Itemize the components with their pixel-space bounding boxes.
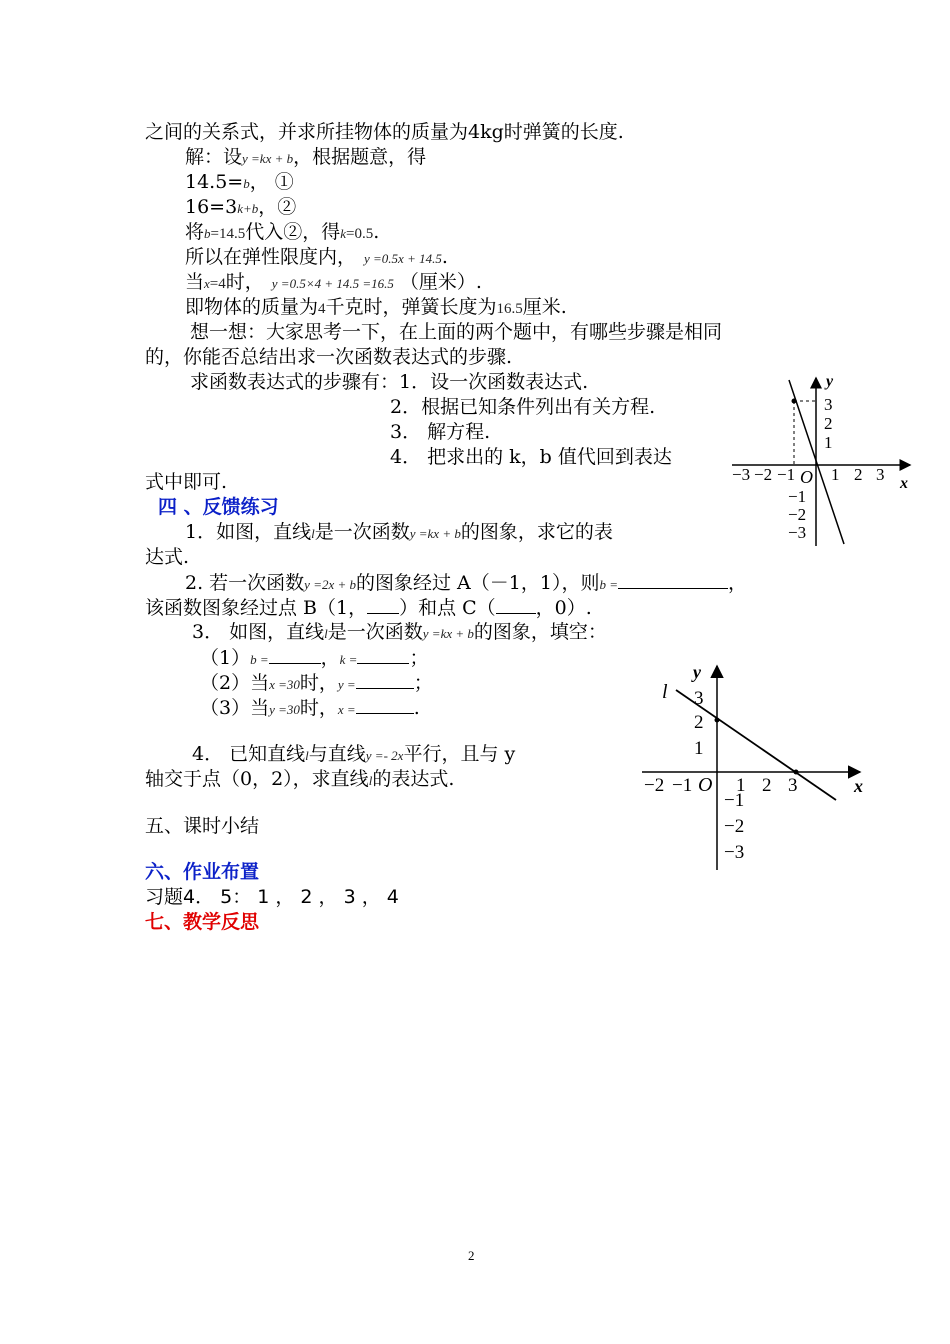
text: . — [373, 221, 380, 243]
math: l — [324, 626, 328, 641]
math: y = — [337, 677, 356, 692]
text: 是一次函数 — [314, 521, 410, 543]
question-1 — [185, 520, 613, 546]
y-tick-label: −3 — [724, 842, 745, 863]
math: k+b — [237, 201, 259, 216]
text-line — [145, 767, 454, 793]
text: ，0）. — [535, 597, 592, 619]
math: b = — [599, 577, 618, 592]
math: y =0.5x + 14.5 — [364, 251, 442, 266]
graph-2 — [638, 660, 878, 875]
section-heading: 六、作业布置 — [145, 861, 260, 883]
text-line: 达式. — [145, 546, 190, 568]
point — [715, 718, 720, 723]
section-heading: 四 、反馈练习 — [158, 496, 279, 518]
text: 16=3 — [185, 196, 238, 218]
answer-blank[interactable] — [356, 695, 414, 714]
text: 千克时，弹簧长度为 — [325, 296, 497, 318]
y-axis-label: y — [693, 662, 701, 682]
text-line: 的，你能否总结出求一次函数表达式的步骤. — [145, 346, 513, 368]
text: 时， — [299, 672, 338, 694]
origin-label: O — [800, 467, 813, 487]
question-3-part-1 — [200, 645, 428, 672]
answer-blank[interactable] — [496, 595, 536, 614]
text: 平行，且与 y — [403, 743, 516, 765]
text: ， — [728, 572, 748, 594]
math: l — [305, 748, 309, 763]
math: x — [204, 276, 210, 291]
answer-blank[interactable] — [357, 645, 409, 664]
math: y =0.5×4 + 14.5 =16.5 — [271, 276, 394, 291]
text: 即物体的质量为 — [185, 296, 319, 318]
text: ， ① — [249, 171, 294, 193]
y-tick-label: 3 — [694, 688, 704, 709]
math: y =kx + b — [242, 151, 294, 166]
y-tick-label: −2 — [724, 816, 745, 837]
x-tick-label: −3 — [732, 465, 751, 484]
text-line — [185, 145, 426, 171]
text: ，根据题意，得 — [293, 146, 427, 168]
text: . — [413, 697, 420, 719]
x-tick-label: −1 — [672, 775, 693, 796]
graph-1 — [728, 372, 918, 550]
text-line: 3． 解方程. — [390, 421, 491, 443]
y-tick-label: 1 — [694, 738, 704, 759]
y-tick-label: −1 — [788, 487, 807, 506]
x-tick-label: 3 — [788, 775, 798, 796]
math: y =kx + b — [409, 526, 461, 541]
x-tick-label: 2 — [854, 465, 863, 484]
text-line — [145, 595, 592, 620]
y-tick-label: −2 — [788, 505, 807, 524]
text-line — [185, 295, 567, 321]
point — [794, 770, 799, 775]
text: 时， — [299, 697, 338, 719]
text: （1） — [200, 647, 251, 669]
text: （厘米）. — [399, 271, 482, 293]
y-axis-label: y — [826, 373, 834, 390]
math: k — [340, 226, 347, 241]
text: ， — [320, 647, 340, 669]
text: 当 — [185, 271, 205, 293]
text: （2）当 — [200, 672, 270, 694]
text: 是一次函数 — [327, 621, 423, 643]
text: 将 — [185, 221, 205, 243]
text: 的图象经过 A（－1，1），则 — [356, 572, 600, 594]
text-line — [185, 245, 448, 271]
math: y =- 2x — [365, 748, 404, 763]
x-tick-label: −2 — [754, 465, 773, 484]
question-3 — [192, 620, 607, 646]
text-line — [185, 170, 294, 196]
text: 的表达式. — [372, 768, 455, 790]
line-label: l — [662, 681, 668, 703]
homework-line: 习题4． 5： 1 ， 2 ， 3 ， 4 — [145, 886, 399, 908]
y-tick-label: 2 — [694, 712, 704, 733]
section-heading: 七、教学反思 — [145, 911, 260, 933]
question-2 — [185, 570, 747, 597]
answer-blank[interactable] — [356, 670, 414, 689]
x-tick-label: −2 — [644, 775, 665, 796]
text: ； — [409, 647, 429, 669]
math: y =2x + b — [304, 577, 357, 592]
answer-blank[interactable] — [367, 595, 399, 614]
text: 14.5= — [185, 171, 244, 193]
math: b — [204, 226, 211, 241]
section-heading: 五、课时小结 — [145, 815, 260, 837]
text-line: 2．根据已知条件列出有关方程. — [390, 396, 656, 418]
text-line — [185, 220, 379, 246]
math: b = — [250, 652, 269, 667]
x-tick-label: 2 — [762, 775, 772, 796]
text-line — [185, 195, 296, 221]
question-3-part-3 — [200, 695, 420, 722]
math: =0.5 — [346, 226, 374, 242]
text: 时， — [225, 271, 264, 293]
y-tick-label: −1 — [724, 790, 745, 811]
math: l — [311, 526, 315, 541]
math: =14.5 — [210, 226, 246, 242]
x-axis-label: x — [900, 475, 908, 492]
text: 的图象，求它的表 — [460, 521, 613, 543]
x-tick-label: 1 — [736, 775, 746, 796]
text: 所以在弹性限度内， — [185, 246, 357, 268]
text: 与直线 — [308, 743, 366, 765]
y-tick-label: 3 — [824, 395, 833, 414]
question-4 — [192, 742, 515, 768]
math: 4 — [318, 301, 326, 317]
text: 轴交于点（0，2），求直线 — [145, 768, 369, 790]
text: ，② — [258, 196, 297, 218]
y-tick-label: 1 — [824, 433, 833, 452]
math: b — [243, 176, 250, 191]
math: l — [368, 773, 373, 788]
text: 代入②，得 — [245, 221, 341, 243]
math: =4 — [209, 276, 226, 292]
y-tick-label: 2 — [824, 414, 833, 433]
question-3-part-2 — [200, 670, 433, 697]
math: y =kx + b — [422, 626, 474, 641]
x-axis-label: x — [854, 776, 863, 796]
text: 该函数图象经过点 B（1， — [145, 597, 368, 619]
x-tick-label: 3 — [876, 465, 885, 484]
point — [792, 399, 797, 404]
math: y =30 — [269, 702, 300, 717]
text: 2. 若一次函数 — [185, 572, 305, 594]
text-line — [185, 270, 482, 296]
text-line: 之间的关系式，并求所挂物体的质量为4kg时弹簧的长度. — [145, 121, 624, 143]
math: 16.5 — [496, 301, 523, 317]
text-line: 式中即可. — [145, 471, 228, 493]
text: 4． 已知直线 — [192, 743, 306, 765]
text: 厘米. — [522, 296, 567, 318]
math: x = — [337, 702, 356, 717]
text: 3． 如图，直线 — [192, 621, 325, 643]
math: k = — [339, 652, 358, 667]
y-tick-label: −3 — [788, 523, 807, 542]
text-line: 4． 把求出的 k，b 值代回到表达 — [390, 446, 672, 468]
text: 解：设 — [185, 146, 243, 168]
text: ）和点 C（ — [399, 597, 496, 619]
x-tick-label: −1 — [777, 465, 796, 484]
page-number: 2 — [468, 1248, 475, 1263]
text: . — [441, 246, 448, 268]
math: x =30 — [269, 677, 300, 692]
text-line: 求函数表达式的步骤有：1．设一次函数表达式. — [190, 371, 589, 393]
text: ； — [413, 672, 433, 694]
x-tick-label: 1 — [831, 465, 840, 484]
text: 的图象，填空： — [473, 621, 607, 643]
answer-blank[interactable] — [269, 645, 321, 664]
text: 1．如图，直线 — [185, 521, 312, 543]
text-line: 想一想：大家思考一下，在上面的两个题中，有哪些步骤是相同 — [190, 321, 723, 343]
text: （3）当 — [200, 697, 270, 719]
origin-label: O — [698, 774, 713, 796]
answer-blank[interactable] — [618, 570, 728, 589]
